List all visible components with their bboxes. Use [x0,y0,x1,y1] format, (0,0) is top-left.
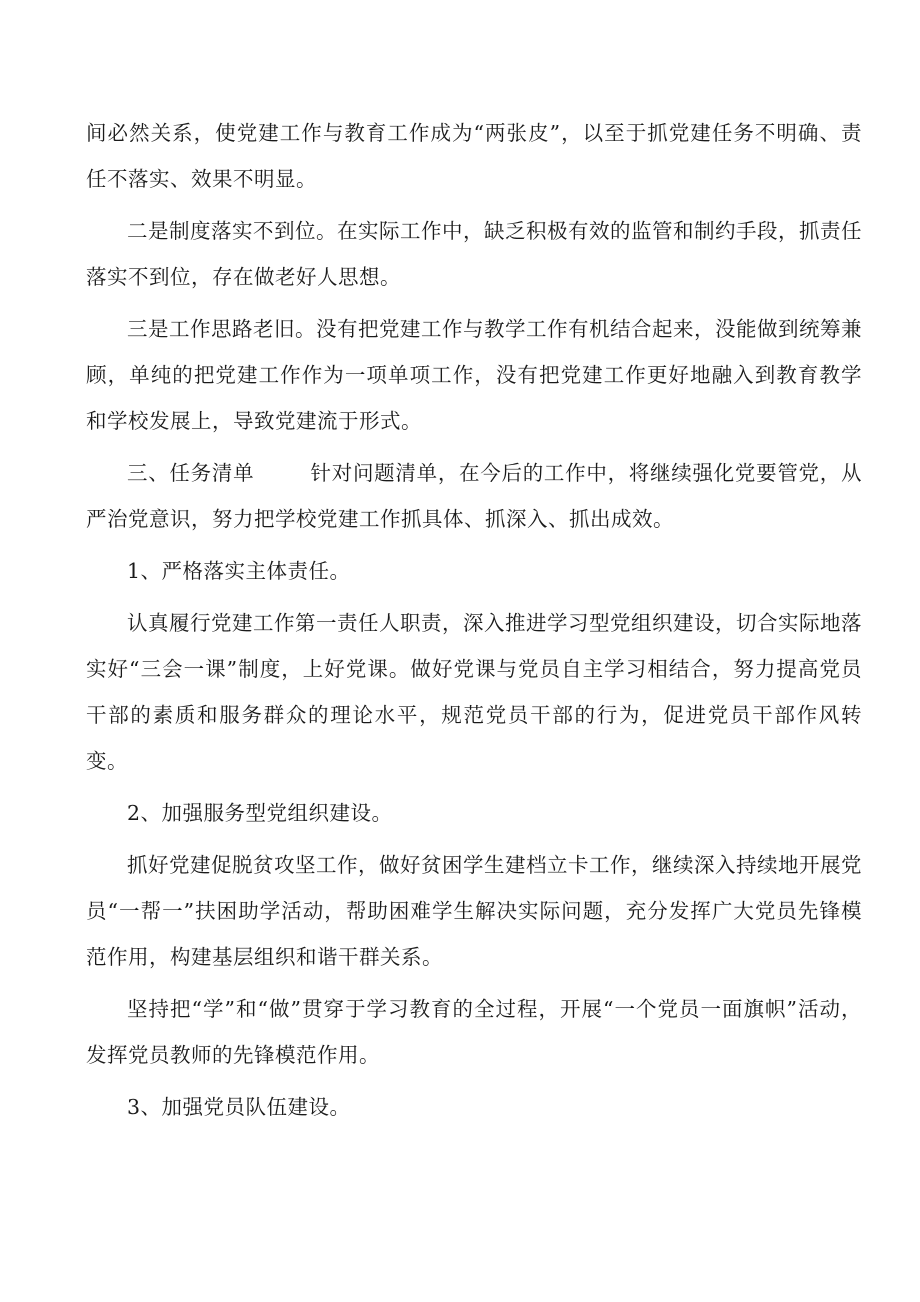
paragraph-work-approach: 三是工作思路老旧。没有把党建工作与教学工作有机结合起来，没能做到统筹兼顾，单纯的把党建工作作为一项单项工作，没有把党建工作更好地融入到教育教学和学校发展上，导致党建流于形式。 [86,317,862,433]
document-body [86,110,862,1136]
paragraph-task-list [86,450,862,542]
task-list-text: 针对问题清单，在今后的工作中，将继续强化党要管党，从严治党意识，努力把学校党建工作抓具体、抓深入、抓出成效。 [86,461,862,531]
paragraph-learn-and-do: 坚持把“学”和“做”贯穿于学习教育的全过程，开展“一个党员一面旗帜”活动，发挥党员教师的先锋模范作用。 [86,997,862,1067]
paragraph-poverty-alleviation: 抓好党建促脱贫攻坚工作，做好贫困学生建档立卡工作，继续深入持续地开展党员“一帮一”扶困助学活动，帮助困难学生解决实际问题，充分发挥广大党员先锋模范作用，构建基层组织和谐干群关系。 [86,853,862,969]
list-heading-3: 3、加强党员队伍建设。 [127,1095,351,1119]
paragraph-system-implementation: 二是制度落实不到位。在实际工作中，缺乏积极有效的监管和制约手段，抓责任落实不到位，存在做老好人思想。 [86,219,862,289]
list-heading-2: 2、加强服务型党组织建设。 [127,801,393,825]
paragraph-continuation: 间必然关系，使党建工作与教育工作成为“两张皮”，以至于抓党建任务不明确、责任不落实、效果不明显。 [86,121,862,191]
paragraph-responsibility: 认真履行党建工作第一责任人职责，深入推进学习型党组织建设，切合实际地落实好“三会一课”制度，上好党课。做好党课与党员自主学习相结合，努力提高党员干部的素质和服务群众的理论水平，规范党员干部的行为，促进党员干部作风转变。 [86,611,862,773]
list-heading-1: 1、严格落实主体责任。 [127,559,351,583]
section-heading-task-list: 三、任务清单 [127,461,255,485]
